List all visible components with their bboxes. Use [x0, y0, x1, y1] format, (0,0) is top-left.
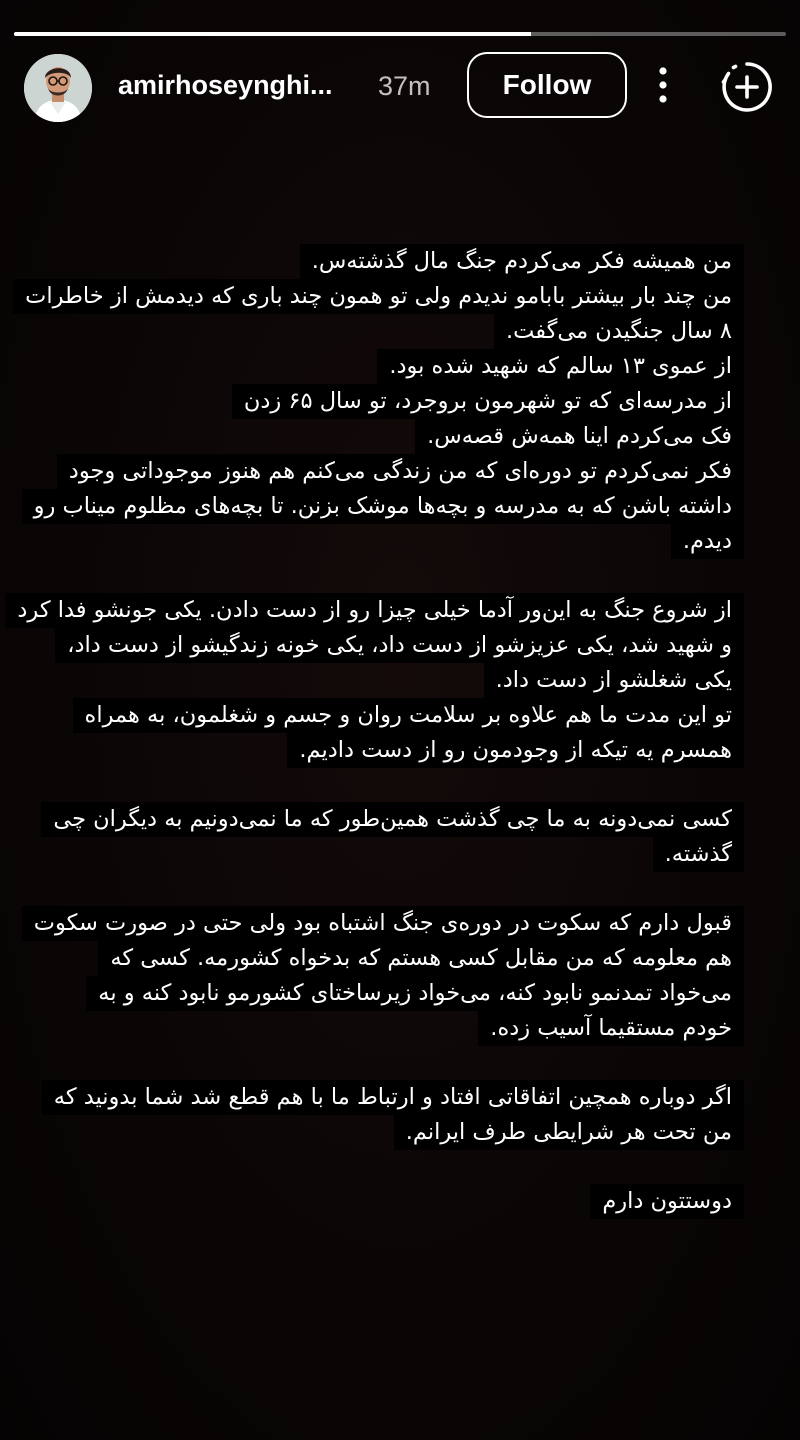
more-vertical-icon[interactable]	[650, 65, 676, 105]
text-line: داشته باشن که به مدرسه و بچه‌ها موشک بزنن. تا بچه‌های مظلوم میناب رو	[22, 489, 744, 524]
text-line: و شهید شد، یکی عزیزشو از دست داد، یکی خونه زندگیشو از دست داد،	[55, 628, 744, 663]
text-line: کسی نمی‌دونه به ما چی گذشت همین‌طور که ما نمی‌دونیم به دیگران چی	[41, 802, 744, 837]
text-line: همسرم یه تیکه از وجودمون رو از دست دادیم.	[287, 733, 744, 768]
story-progress-bar	[14, 32, 786, 36]
text-line: من همیشه فکر می‌کردم جنگ مال گذشته‌س.	[300, 244, 744, 279]
text-line: فکر نمی‌کردم تو دوره‌ای که من زندگی می‌کنم هم هنوز موجوداتی وجود	[57, 454, 744, 489]
username[interactable]: amirhoseynghi...	[118, 70, 333, 100]
text-line: من تحت هر شرایطی طرف ایرانم.	[394, 1115, 744, 1150]
story-header	[0, 48, 800, 124]
paragraph	[24, 1184, 744, 1219]
add-circle-icon[interactable]	[720, 60, 774, 114]
story-time: 37m	[378, 71, 431, 101]
text-line: گذشته.	[653, 837, 744, 872]
paragraph	[24, 244, 744, 559]
text-line: از مدرسه‌ای که تو شهرمون بروجرد، تو سال ۶۵ زدن	[232, 384, 744, 419]
text-line: از عموی ۱۳ سالم که شهید شده بود.	[377, 349, 744, 384]
story-progress-fill	[14, 32, 531, 36]
text-line: اگر دوباره همچین اتفاقاتی افتاد و ارتباط ما با هم قطع شد شما بدونید که	[42, 1080, 744, 1115]
text-line: تو این مدت ما هم علاوه بر سلامت روان و جسم و شغلمون، به همراه	[73, 698, 744, 733]
follow-button[interactable]: Follow	[467, 52, 627, 118]
text-line: از شروع جنگ به این‌ور آدما خیلی چیزا رو از دست دادن. یکی جونشو فدا کرد	[5, 593, 744, 628]
text-line: فک می‌کردم اینا همه‌ش قصه‌س.	[415, 419, 744, 454]
text-line: دیدم.	[671, 524, 744, 559]
text-line: هم معلومه که من مقابل کسی هستم که بدخواه کشورمه. کسی که	[98, 941, 744, 976]
story-text	[17, 244, 744, 1253]
text-line: می‌خواد تمدنمو نابود کنه، می‌خواد زیرساختای کشورمو نابود کنه و به	[86, 976, 744, 1011]
text-line: من چند بار بیشتر بابامو ندیدم ولی تو همون چند باری که دیدمش از خاطرات	[13, 279, 744, 314]
paragraph	[24, 1080, 744, 1150]
paragraph	[24, 906, 744, 1046]
text-line: خودم مستقیما آسیب زده.	[478, 1011, 744, 1046]
text-line: قبول دارم که سکوت در دوره‌ی جنگ اشتباه بود ولی حتی در صورت سکوت	[22, 906, 744, 941]
text-line: یکی شغلشو از دست داد.	[484, 663, 744, 698]
text-line: دوستتون دارم	[590, 1184, 744, 1219]
paragraph	[24, 802, 744, 872]
avatar-icon	[24, 54, 92, 122]
paragraph	[17, 593, 744, 768]
user-avatar[interactable]	[24, 54, 92, 122]
text-line: ۸ سال جنگیدن می‌گفت.	[494, 314, 744, 349]
